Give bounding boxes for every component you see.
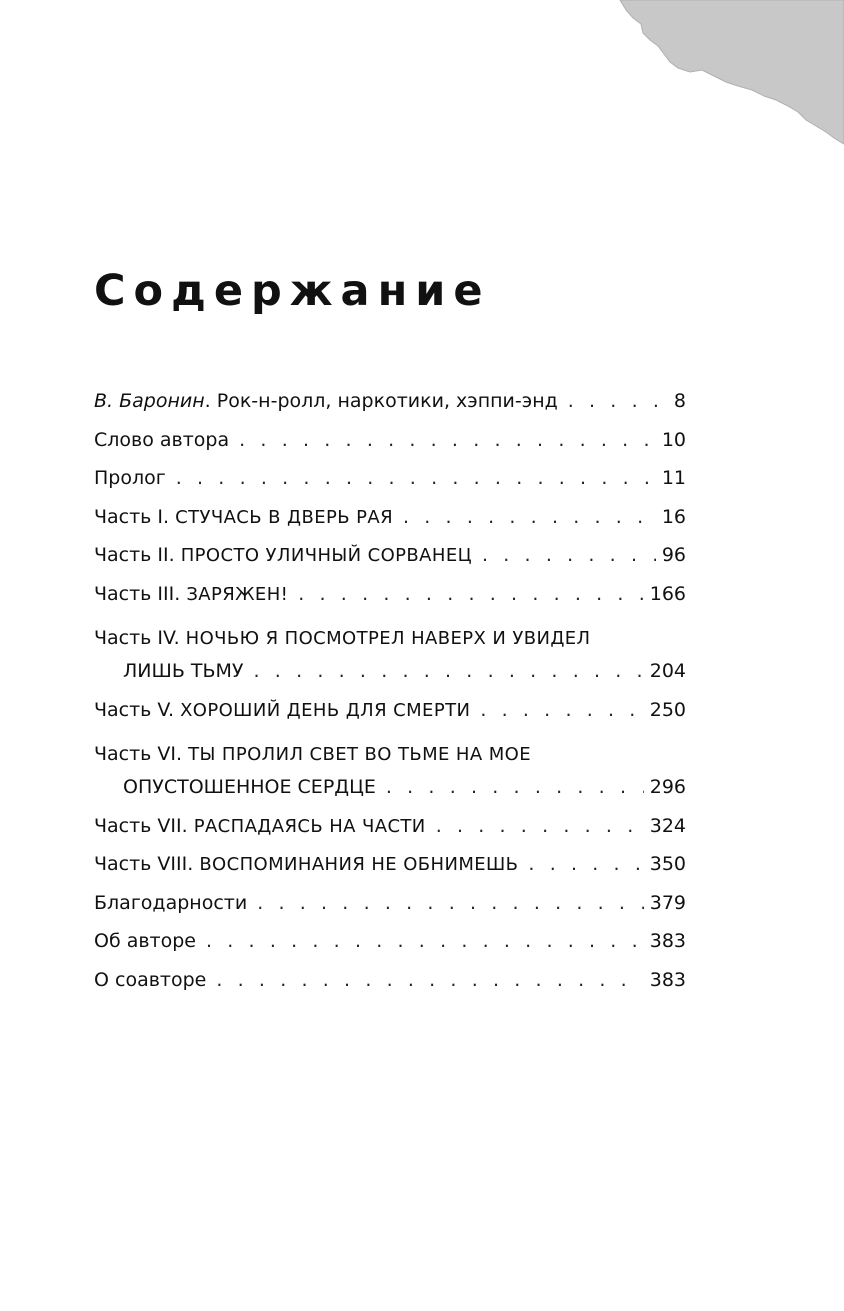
- toc-entry-title: ХОРОШИЙ ДЕНЬ ДЛЯ СМЕРТИ: [180, 699, 471, 721]
- toc-entry-label: [94, 575, 288, 615]
- dot-leader: [436, 807, 644, 846]
- dot-leader: [239, 421, 656, 460]
- dot-leader: [298, 575, 643, 614]
- toc-page-number: 383: [649, 930, 686, 952]
- dot-leader: [176, 459, 656, 498]
- toc-entry-prologue[interactable]: [94, 459, 686, 498]
- torn-paper-corner: [0, 0, 844, 160]
- toc-entry-title: ВОСПОМИНАНИЯ НЕ ОБНИМЕШЬ: [199, 854, 519, 875]
- dot-leader: [568, 382, 668, 421]
- toc-entry-label: [94, 845, 518, 885]
- toc-entry-title: . Рок-н-ролл, наркотики, хэппи-энд: [204, 390, 558, 412]
- toc-part-prefix: Часть VII.: [94, 814, 194, 837]
- toc-entry-title: О соавторе: [94, 968, 207, 991]
- toc-entry-label: [94, 741, 531, 768]
- toc-page-number: 166: [649, 582, 686, 605]
- toc-entry-title: Пролог: [94, 467, 166, 489]
- toc-entry-part-1[interactable]: [94, 498, 686, 537]
- toc-part-prefix: Часть II.: [94, 544, 181, 566]
- dot-leader: [206, 922, 644, 961]
- dot-leader: [403, 498, 656, 537]
- toc-entry-title-line1: НОЧЬЮ Я ПОСМОТРЕЛ НАВЕРХ И УВИДЕЛ: [185, 628, 591, 649]
- toc-part-prefix: Часть I.: [94, 505, 176, 528]
- toc-entry-part-3[interactable]: [94, 575, 686, 614]
- toc-entry-part-4[interactable]: [94, 613, 686, 691]
- toc-entry-label: [94, 807, 426, 847]
- toc-page-number: 250: [649, 698, 686, 721]
- page-title: Содержание: [94, 266, 491, 316]
- toc-entry-acknowledgements[interactable]: [94, 884, 686, 923]
- toc-part-prefix: Часть V.: [94, 698, 181, 721]
- toc-entry-title-line2: ОПУСТОШЕННОЕ СЕРДЦЕ: [123, 776, 376, 798]
- toc-entry-label: [94, 382, 558, 421]
- toc-entry-part-6[interactable]: [94, 729, 686, 807]
- toc-part-prefix: Часть III.: [94, 582, 187, 605]
- dot-leader: [386, 768, 644, 807]
- toc-part-prefix: Часть VI.: [94, 743, 189, 765]
- dot-leader: [480, 691, 643, 730]
- toc-entry-foreword[interactable]: [94, 382, 686, 421]
- toc-entry-about-coauthor[interactable]: [94, 961, 686, 1000]
- toc-entry-label: [94, 691, 470, 731]
- toc-entry-part-7[interactable]: [94, 807, 686, 846]
- toc-page-number: 11: [661, 467, 686, 489]
- toc-page-number: 10: [661, 428, 686, 451]
- toc-entry-title: РАСПАДАЯСЬ НА ЧАСТИ: [193, 815, 426, 837]
- toc-entry-part-2[interactable]: [94, 536, 686, 575]
- dot-leader: [254, 652, 644, 691]
- toc-entry-author-word[interactable]: [94, 421, 686, 460]
- toc-entry-label: [94, 498, 393, 538]
- toc-page-number: 296: [649, 776, 686, 798]
- toc-page-number: 383: [649, 968, 686, 991]
- toc-page-number: 379: [649, 891, 686, 914]
- toc-page-number: 8: [673, 390, 686, 412]
- toc-entry-title: ЗАРЯЖЕН!: [186, 583, 289, 605]
- toc-page-number: 96: [661, 544, 686, 566]
- toc-entry-author: В. Баронин: [94, 390, 205, 412]
- toc-entry-part-5[interactable]: [94, 691, 686, 730]
- dot-leader: [216, 961, 643, 1000]
- toc-entry-title: Об авторе: [94, 930, 196, 952]
- toc-entry-about-author[interactable]: [94, 922, 686, 961]
- toc-page-number: 350: [649, 853, 686, 875]
- dot-leader: [257, 884, 644, 923]
- toc-part-prefix: Часть VIII.: [94, 853, 200, 875]
- toc-entry-title-line1: ТЫ ПРОЛИЛ СВЕТ ВО ТЬМЕ НА МОЕ: [188, 744, 531, 765]
- toc-entry-label: [94, 536, 472, 576]
- dot-leader: [528, 845, 643, 884]
- toc-part-prefix: Часть IV.: [94, 627, 186, 649]
- toc-entry-title: Благодарности: [94, 891, 248, 914]
- toc-page-number: 16: [661, 505, 686, 528]
- table-of-contents: [94, 382, 686, 999]
- toc-entry-title: СТУЧАСЬ В ДВЕРЬ РАЯ: [175, 506, 393, 528]
- dot-leader: [482, 536, 656, 575]
- toc-page-number: 204: [649, 660, 686, 682]
- toc-entry-title: Слово автора: [94, 428, 230, 451]
- toc-entry-title-line2: ЛИШЬ ТЬМУ: [123, 660, 244, 682]
- toc-entry-label: [94, 625, 591, 652]
- toc-page-number: 324: [649, 814, 686, 837]
- toc-entry-title: ПРОСТО УЛИЧНЫЙ СОРВАНЕЦ: [180, 545, 472, 566]
- toc-entry-part-8[interactable]: [94, 845, 686, 884]
